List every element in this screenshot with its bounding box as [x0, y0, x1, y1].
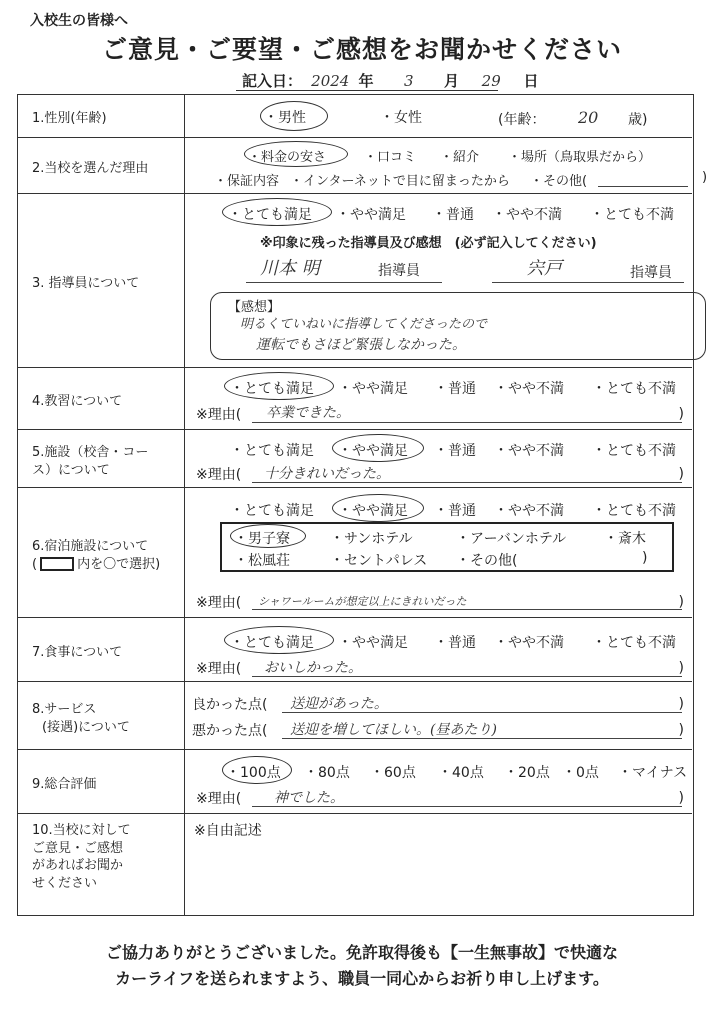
q9-reason-line [252, 806, 682, 807]
q7-close-paren: ) [678, 660, 684, 676]
q9-score-20[interactable]: ・20点 [504, 765, 550, 781]
footer-message: ご協力ありがとうございました。免許取得後も【一生無事故】で快適な カーライフを送られますよう、職員一同心からお祈り申し上げます。 [105, 943, 618, 988]
q2-label: 2.当校を選んだ理由 [18, 138, 185, 193]
q3-body [186, 194, 692, 367]
q6-somewhat-satisfied[interactable]: ・やや満足 [338, 503, 408, 519]
q3-instructor1-suffix: 指導員 [378, 263, 420, 279]
q9-close-paren: ) [678, 790, 684, 806]
q6-row [18, 487, 692, 617]
q9-score-60[interactable]: ・60点 [370, 765, 416, 781]
date-row [242, 70, 538, 91]
q9-row [18, 749, 692, 813]
q6-neutral[interactable]: ・普通 [434, 503, 476, 519]
q3-neutral[interactable]: ・普通 [432, 207, 474, 223]
q4-rating-circle [224, 372, 334, 400]
q5-reason-value[interactable]: 十分きれいだった。 [264, 466, 390, 482]
q4-reason-line [252, 422, 682, 423]
q5-row [18, 429, 692, 487]
q6-very-satisfied[interactable]: ・とても満足 [230, 503, 314, 519]
q7-very-dissatisfied[interactable]: ・とても不満 [592, 635, 676, 651]
survey-form [17, 94, 708, 916]
q8-body [186, 682, 692, 749]
q6-very-dissatisfied[interactable]: ・とても不満 [592, 503, 676, 519]
q2-option-referral[interactable]: ・紹介 [440, 150, 480, 165]
q2-option-price[interactable]: ・料金の安さ [248, 150, 327, 165]
q4-somewhat-satisfied[interactable]: ・やや満足 [338, 381, 408, 397]
q1-label: 1.性別(年齢) [18, 95, 185, 137]
q4-reason-label: ※理由( [196, 407, 242, 423]
q6-somewhat-dissatisfied[interactable]: ・やや不満 [494, 503, 564, 519]
q6-reason-value[interactable]: シャワールームが想定以上にきれいだった [258, 595, 467, 608]
q7-row [18, 617, 692, 681]
q6-lodging-other[interactable]: ・その他( [456, 553, 518, 569]
q8-bad-value[interactable]: 送迎を増してほしい。(昼あたり) [290, 722, 497, 738]
q3-somewhat-satisfied[interactable]: ・やや満足 [336, 207, 406, 223]
q1-male-circle [260, 101, 328, 131]
q7-reason-value[interactable]: おいしかった。 [264, 660, 362, 676]
q4-reason-value[interactable]: 卒業できた。 [266, 405, 350, 421]
q6-lodging-dorm[interactable]: ・男子寮 [234, 531, 290, 547]
q3-label: 3. 指導員について [18, 194, 185, 367]
q6-lodging-urbanhotel[interactable]: ・アーバンホテル [456, 531, 567, 547]
page-title: ご意見・ご要望・ご感想をお聞かせください [101, 35, 622, 64]
q5-somewhat-satisfied[interactable]: ・やや満足 [338, 443, 408, 459]
q4-close-paren: ) [678, 406, 684, 422]
q7-label: 7.食事について [18, 618, 185, 681]
q6-lodging-saintpalace[interactable]: ・セントパレス [330, 553, 428, 569]
q10-row [18, 813, 692, 915]
q3-impression-line1: 明るくていねいに指導してくださったので [240, 317, 488, 332]
q7-reason-label: ※理由( [196, 661, 242, 677]
q7-rating-circle [224, 626, 334, 654]
q4-row [18, 367, 692, 429]
q3-instructor1-name[interactable]: 川本 明 [260, 258, 320, 279]
q9-score-0[interactable]: ・0点 [562, 765, 599, 781]
q9-score-minus[interactable]: ・マイナス [618, 765, 688, 781]
q1-row [18, 95, 692, 137]
q5-neutral[interactable]: ・普通 [434, 443, 476, 459]
q3-very-satisfied[interactable]: ・とても満足 [228, 207, 312, 223]
q3-rating-circle [222, 198, 332, 226]
q5-somewhat-dissatisfied[interactable]: ・やや不満 [494, 443, 564, 459]
q5-very-satisfied[interactable]: ・とても満足 [230, 443, 314, 459]
q6-lodging-saiki[interactable]: ・斎木 [604, 531, 646, 547]
q3-row [18, 193, 692, 367]
q2-close-paren: ) [702, 170, 708, 185]
q5-close-paren: ) [678, 466, 684, 482]
q9-score-circle [222, 756, 292, 784]
q2-body [186, 138, 708, 193]
q7-body [186, 618, 692, 681]
q1-age-unit: 歳) [628, 112, 648, 128]
q9-score-40[interactable]: ・40点 [438, 765, 484, 781]
q3-instructor2-suffix: 指導員 [630, 265, 672, 281]
q2-row [18, 137, 708, 193]
q6-rating-circle [332, 494, 424, 522]
q5-reason-label: ※理由( [196, 467, 242, 483]
q3-somewhat-dissatisfied[interactable]: ・やや不満 [492, 207, 562, 223]
q8-bad-label: 悪かった点( [192, 723, 268, 739]
day-label: 日 [523, 72, 539, 90]
q9-score-80[interactable]: ・80点 [304, 765, 350, 781]
q2-option-location[interactable]: ・場所（鳥取県だから） [508, 150, 652, 165]
q8-bad-line [282, 738, 682, 739]
q3-instructor2-line [492, 282, 684, 283]
q6-legend-box [40, 557, 74, 571]
q8-row [18, 681, 692, 749]
q3-impression-line2: 運転でもさほど緊張しなかった。 [256, 337, 466, 353]
month-label: 月 [443, 72, 459, 90]
q6-reason-label: ※理由( [196, 595, 242, 611]
q6-lodging-sunhotel[interactable]: ・サンホテル [330, 531, 413, 547]
q7-neutral[interactable]: ・普通 [434, 635, 476, 651]
q10-body[interactable] [186, 814, 692, 915]
q2-price-circle [244, 141, 348, 167]
q3-instructor1-line [246, 282, 442, 283]
q1-age-label: (年齢： [498, 112, 546, 128]
date-month[interactable]: 3 [403, 72, 414, 90]
q4-somewhat-dissatisfied[interactable]: ・やや不満 [494, 381, 564, 397]
q4-very-dissatisfied[interactable]: ・とても不満 [592, 381, 676, 397]
q2-option-other[interactable]: ・その他( [530, 174, 588, 189]
q6-lodging-close: ) [642, 550, 648, 566]
q1-age-value[interactable]: 20 [578, 108, 599, 127]
q5-label: 5.施設（校舎・コース）について [18, 430, 185, 487]
date-underline [236, 90, 498, 91]
q3-instructor-note: ※印象に残った指導員及び感想 (必ず記入してください) [260, 236, 597, 251]
q10-label: 10.当校に対して ご意見・ご感想 があればお聞か せください [18, 814, 185, 915]
q4-very-satisfied[interactable]: ・とても満足 [230, 381, 314, 397]
q9-score-100[interactable]: ・100点 [226, 765, 281, 781]
q8-good-close: ) [678, 696, 684, 712]
date-day[interactable]: 29 [481, 72, 501, 90]
q9-reason-label: ※理由( [196, 791, 242, 807]
q8-good-line [282, 712, 682, 713]
q1-body [186, 95, 692, 137]
q3-impression-label: 【感想】 [228, 300, 281, 315]
q8-bad-close: ) [678, 722, 684, 738]
q2-other-line [598, 186, 688, 187]
q4-label: 4.教習について [18, 368, 185, 429]
date-year[interactable]: 2024 [311, 72, 350, 90]
q5-very-dissatisfied[interactable]: ・とても不満 [592, 443, 676, 459]
q2-option-internet[interactable]: ・インターネットで目に留まったから [290, 174, 510, 189]
q8-good-label: 良かった点( [192, 697, 268, 713]
q5-body [186, 430, 692, 487]
q7-very-satisfied[interactable]: ・とても満足 [230, 635, 314, 651]
q4-neutral[interactable]: ・普通 [434, 381, 476, 397]
q2-option-reviews[interactable]: ・口コミ [364, 150, 417, 165]
q3-very-dissatisfied[interactable]: ・とても不満 [590, 207, 674, 223]
q9-reason-value[interactable]: 神でした。 [274, 790, 344, 806]
q10-free-label: ※自由記述 [194, 823, 262, 839]
q4-body [186, 368, 692, 429]
q7-reason-line [252, 676, 682, 677]
q6-label: 6.宿泊施設について ( 内を〇で選択) [18, 488, 185, 617]
q7-somewhat-dissatisfied[interactable]: ・やや不満 [494, 635, 564, 651]
q6-lodging-circle [230, 524, 306, 548]
q7-somewhat-satisfied[interactable]: ・やや満足 [338, 635, 408, 651]
q6-lodging-shofuso[interactable]: ・松風荘 [234, 553, 290, 569]
greeting: 入校生の皆様へ [30, 13, 128, 29]
q2-option-guarantee[interactable]: ・保証内容 [214, 174, 280, 189]
q6-close-paren: ) [678, 594, 684, 610]
q9-label: 9.総合評価 [18, 750, 185, 813]
q1-male-option[interactable]: ・男性 [264, 110, 306, 126]
q5-rating-circle [332, 434, 424, 462]
q5-reason-line [252, 482, 682, 483]
year-label: 年 [358, 72, 374, 90]
q3-instructor2-name[interactable]: 宍戸 [526, 258, 562, 279]
q6-reason-line [252, 609, 682, 610]
q1-female-option[interactable]: ・女性 [380, 110, 422, 126]
q8-good-value[interactable]: 送迎があった。 [290, 696, 388, 712]
q6-body [186, 488, 692, 617]
q8-label: 8.サービス (接遇)について [18, 682, 185, 749]
q9-body [186, 750, 692, 813]
date-label: 記入日： [242, 72, 303, 90]
